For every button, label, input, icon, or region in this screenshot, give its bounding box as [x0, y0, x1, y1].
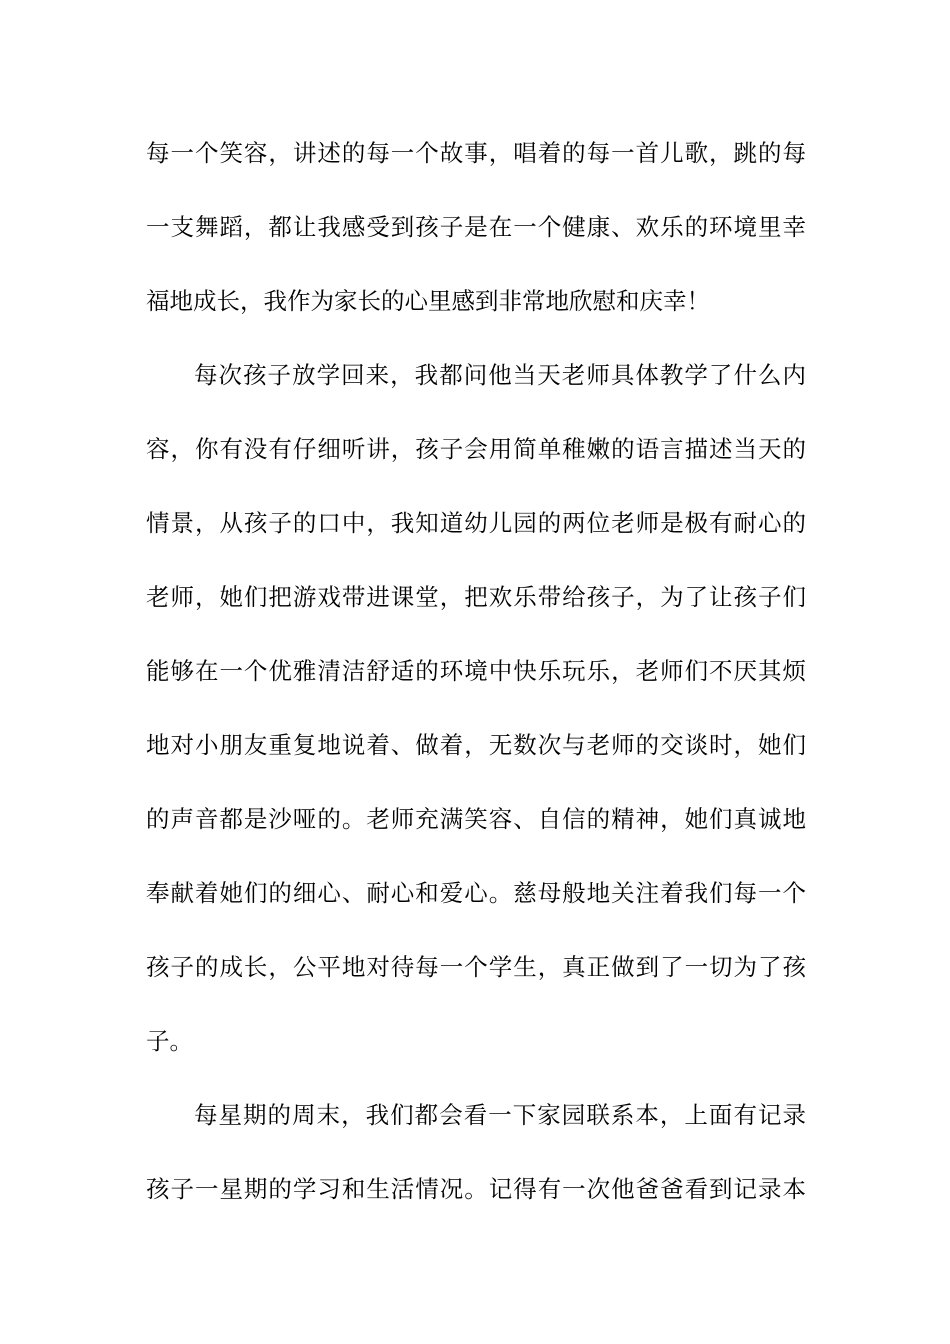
text-line-9: 地对小朋友重复地说着、做着，无数次与老师的交谈时，她们	[146, 731, 806, 759]
text-line-12: 孩子的成长，公平地对待每一个学生，真正做到了一切为了孩	[146, 953, 806, 981]
text-line-5: 容，你有没有仔细听讲，孩子会用简单稚嫩的语言描述当天的	[146, 435, 806, 463]
text-line-11: 奉献着她们的细心、耐心和爱心。慈母般地关注着我们每一个	[146, 879, 806, 907]
text-line-8: 能够在一个优雅清洁舒适的环境中快乐玩乐，老师们不厌其烦	[146, 657, 806, 685]
text-line-7: 老师，她们把游戏带进课堂，把欢乐带给孩子，为了让孩子们	[146, 583, 806, 611]
text-line-1: 每一个笑容，讲述的每一个故事，唱着的每一首儿歌，跳的每	[146, 139, 806, 167]
text-line-14: 每星期的周末，我们都会看一下家园联系本，上面有记录	[194, 1101, 806, 1129]
text-line-15: 孩子一星期的学习和生活情况。记得有一次他爸爸看到记录本	[146, 1175, 806, 1203]
text-line-4: 每次孩子放学回来，我都问他当天老师具体教学了什么内	[194, 361, 806, 389]
text-line-2: 一支舞蹈，都让我感受到孩子是在一个健康、欢乐的环境里幸	[146, 213, 806, 241]
text-line-3: 福地成长，我作为家长的心里感到非常地欣慰和庆幸！	[146, 287, 710, 315]
text-line-6: 情景，从孩子的口中，我知道幼儿园的两位老师是极有耐心的	[146, 509, 806, 537]
text-line-10: 的声音都是沙哑的。老师充满笑容、自信的精神，她们真诚地	[146, 805, 806, 833]
text-line-13: 子。	[146, 1027, 193, 1055]
